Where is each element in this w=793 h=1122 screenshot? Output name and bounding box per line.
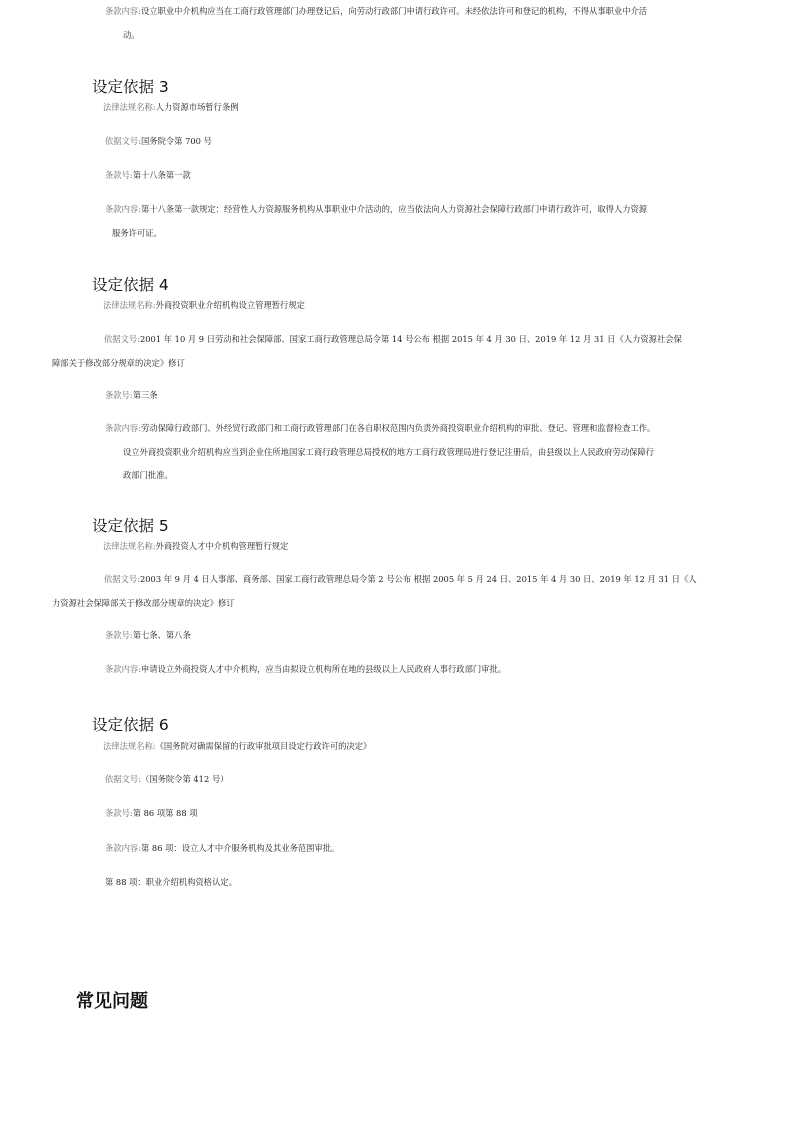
clause-number-label: 条款号: bbox=[105, 630, 133, 640]
clause-number-label: 条款号: bbox=[105, 808, 133, 818]
clause-number-row bbox=[105, 808, 198, 819]
doc-number-label: 依据文号: bbox=[105, 774, 141, 784]
top-clause-content bbox=[105, 0, 647, 47]
clause-number-row bbox=[105, 630, 191, 641]
law-name-label: 法律法规名称: bbox=[103, 102, 156, 112]
doc-number-value: 力资源社会保障部关于修改部分规章的决定》修订 bbox=[52, 597, 235, 608]
clause-content-text: 申请设立外商投资人才中介机构，应当由拟设立机构所在地的县级以上人民政府人事行政部门审批。 bbox=[140, 664, 507, 674]
clause-number-row bbox=[105, 170, 191, 181]
clause-content-label: 条款内容: bbox=[105, 6, 141, 16]
law-name-value: 《国务院对确需保留的行政审批项目设定行政许可的决定》 bbox=[155, 741, 372, 751]
clause-content-label: 条款内容: bbox=[105, 664, 141, 674]
doc-number-value: 国务院令第 700 号 bbox=[140, 136, 212, 146]
doc-number-value: 2003 年 9 月 4 日人事部、商务部、国家工商行政管理总局令第 2 号公布 根据 2005 年 5 月 24 日、2015 年 4 月 30 日、2019 年 12 月 31 日《人 bbox=[139, 574, 697, 584]
law-name-row bbox=[103, 741, 371, 752]
doc-number-label: 依据文号: bbox=[104, 334, 140, 344]
clause-content-text: 服务许可证。 bbox=[112, 227, 162, 238]
section-heading: 设定依据 3 bbox=[92, 78, 169, 96]
clause-content bbox=[105, 664, 506, 675]
section-heading: 设定依据 6 bbox=[92, 716, 169, 734]
law-name-row bbox=[103, 102, 239, 113]
clause-content bbox=[105, 417, 655, 488]
law-name-label: 法律法规名称: bbox=[103, 541, 156, 551]
law-name-value: 外商投资职业介绍机构设立管理暂行规定 bbox=[155, 300, 305, 310]
law-name-value: 人力资源市场暂行条例 bbox=[155, 102, 239, 112]
doc-number-value: （国务院令第 412 号） bbox=[140, 774, 229, 784]
clause-content-text: 第十八条第一款规定：经营性人力资源服务机构从事职业中介活动的，应当依法向人力资源社会保障行政部门申请行政许可，取得人力资源 bbox=[140, 204, 648, 214]
clause-content-label: 条款内容: bbox=[105, 204, 141, 214]
doc-number-value: 2001 年 10 月 9 日劳动和社会保障部、国家工商行政管理总局令第 14 号公布 根据 2015 年 4 月 30 日、2019 年 12 月 31 日《人力资源社会保 bbox=[139, 334, 682, 344]
clause-number-row bbox=[105, 390, 158, 401]
clause-content bbox=[105, 198, 647, 245]
clause-number-label: 条款号: bbox=[105, 390, 133, 400]
clause-content-text: 动。 bbox=[123, 29, 140, 40]
doc-number-value: 障部关于修改部分规章的决定》修订 bbox=[52, 357, 185, 368]
clause-content-text: 设立外商投资职业介绍机构应当到企业住所地国家工商行政管理总局授权的地方工商行政管理局进行登记注册后，由县级以上人民政府劳动保障行 bbox=[123, 446, 655, 457]
clause-content-label: 条款内容: bbox=[105, 843, 141, 853]
section-heading: 设定依据 4 bbox=[92, 276, 169, 294]
clause-content-label: 条款内容: bbox=[105, 423, 141, 433]
clause-content-text: 政部门批准。 bbox=[123, 470, 173, 480]
clause-number-value: 第 86 项第 88 项 bbox=[132, 808, 198, 818]
law-name-label: 法律法规名称: bbox=[103, 741, 156, 751]
faq-heading: 常见问题 bbox=[76, 991, 148, 1012]
doc-number-row bbox=[52, 568, 697, 615]
clause-content-text: 劳动保障行政部门、外经贸行政部门和工商行政管理部门在各自职权范围内负责外商投资职业介绍机构的审批、登记、管理和监督检查工作。 bbox=[140, 423, 656, 433]
clause-content-text: 第 88 项：职业介绍机构资格认定。 bbox=[105, 877, 237, 887]
clause-content bbox=[105, 843, 339, 854]
clause-number-label: 条款号: bbox=[105, 170, 133, 180]
law-name-value: 外商投资人才中介机构管理暂行规定 bbox=[155, 541, 289, 551]
doc-number-row bbox=[105, 136, 212, 147]
clause-content-text: 设立职业中介机构应当在工商行政管理部门办理登记后，向劳动行政部门申请行政许可。未经依法许可和登记的机构，不得从事职业中介活 bbox=[140, 6, 648, 16]
law-name-row bbox=[103, 541, 288, 552]
section-heading: 设定依据 5 bbox=[92, 517, 169, 535]
doc-number-row bbox=[105, 774, 228, 785]
clause-number-value: 第三条 bbox=[132, 390, 158, 400]
clause-number-value: 第十八条第一款 bbox=[132, 170, 191, 180]
doc-number-label: 依据文号: bbox=[105, 136, 141, 146]
law-name-row bbox=[103, 300, 305, 311]
doc-number-row bbox=[52, 328, 682, 375]
clause-number-value: 第七条、第八条 bbox=[132, 630, 191, 640]
law-name-label: 法律法规名称: bbox=[103, 300, 156, 310]
clause-content-text: 第 86 项：设立人才中介服务机构及其业务范围审批。 bbox=[140, 843, 340, 853]
doc-number-label: 依据文号: bbox=[104, 574, 140, 584]
